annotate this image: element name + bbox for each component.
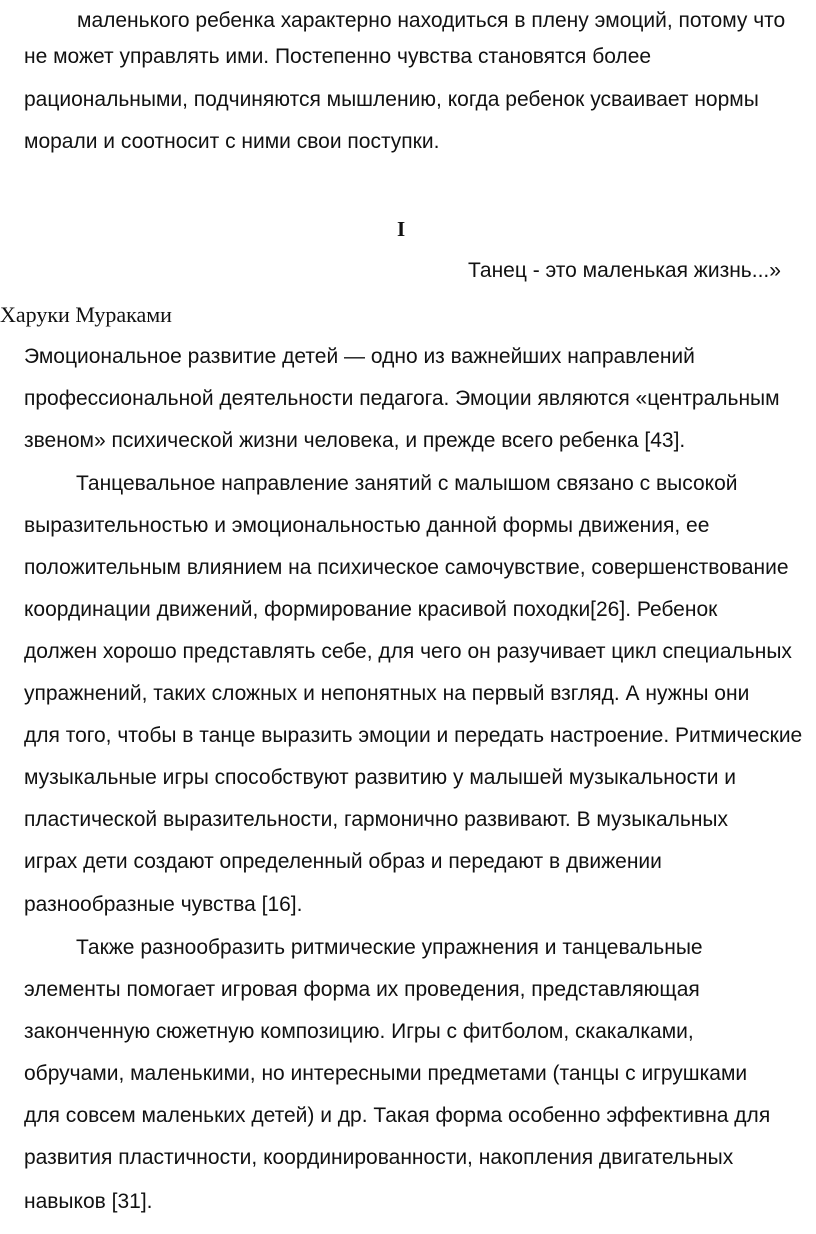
paragraph-line: музыкальные игры способствуют развитию у малышей музыкальности и [24, 766, 737, 789]
paragraph-line: навыков [31]. [24, 1190, 153, 1213]
paragraph-line: должен хорошо представлять себе, для чего он разучивает цикл специальных [24, 640, 792, 663]
epigraph-quote: Танец - это маленькая жизнь...» [468, 259, 781, 282]
paragraph-line: играх дети создают определенный образ и передают в движении [24, 850, 662, 873]
paragraph-line: звеном» психической жизни человека, и прежде всего ребенка [43]. [24, 429, 686, 452]
paragraph-line: для того, чтобы в танце выразить эмоции и передать настроение. Ритмические [24, 724, 803, 747]
paragraph-line: Также разнообразить ритмические упражнения и танцевальные [76, 936, 703, 959]
paragraph-line: обручами, маленькими, но интересными предметами (танцы с игрушками [24, 1062, 748, 1085]
paragraph-line: пластической выразительности, гармонично развивают. В музыкальных [24, 808, 729, 831]
paragraph-line: законченную сюжетную композицию. Игры с фитболом, скакалками, [24, 1020, 694, 1043]
paragraph-line: координации движений, формирование красивой походки[26]. Ребенок [24, 598, 718, 621]
paragraph-line: профессиональной деятельности педагога. Эмоции являются «центральным [24, 387, 780, 410]
paragraph-line: разнообразные чувства [16]. [24, 893, 303, 916]
section-heading: I [397, 217, 406, 241]
paragraph-line: положительным влиянием на психическое самочувствие, совершенствование [24, 556, 789, 579]
paragraph-line: Танцевальное направление занятий с малышом связано с высокой [76, 472, 738, 495]
paragraph-line: элементы помогает игровая форма их проведения, представляющая [24, 978, 700, 1001]
intro-line: морали и соотносит с ними свои поступки. [24, 130, 440, 153]
intro-line: маленького ребенка характерно находиться в плену эмоций, потому что [77, 9, 786, 32]
paragraph-line: упражнений, таких сложных и непонятных на первый взгляд. А нужны они [24, 682, 750, 705]
paragraph-line: Эмоциональное развитие детей — одно из важнейших направлений [24, 345, 695, 368]
intro-line: не может управлять ими. Постепенно чувства становятся более [24, 45, 652, 68]
epigraph-author: Харуки Мураками [0, 302, 172, 327]
paragraph-line: для совсем маленьких детей) и др. Такая форма особенно эффективна для [24, 1104, 771, 1127]
intro-line: рациональными, подчиняются мышлению, когда ребенок усваивает нормы [24, 88, 759, 111]
paragraph-line: развития пластичности, координированности, накопления двигательных [24, 1146, 734, 1169]
paragraph-line: выразительностью и эмоциональностью данной формы движения, ее [24, 514, 710, 537]
